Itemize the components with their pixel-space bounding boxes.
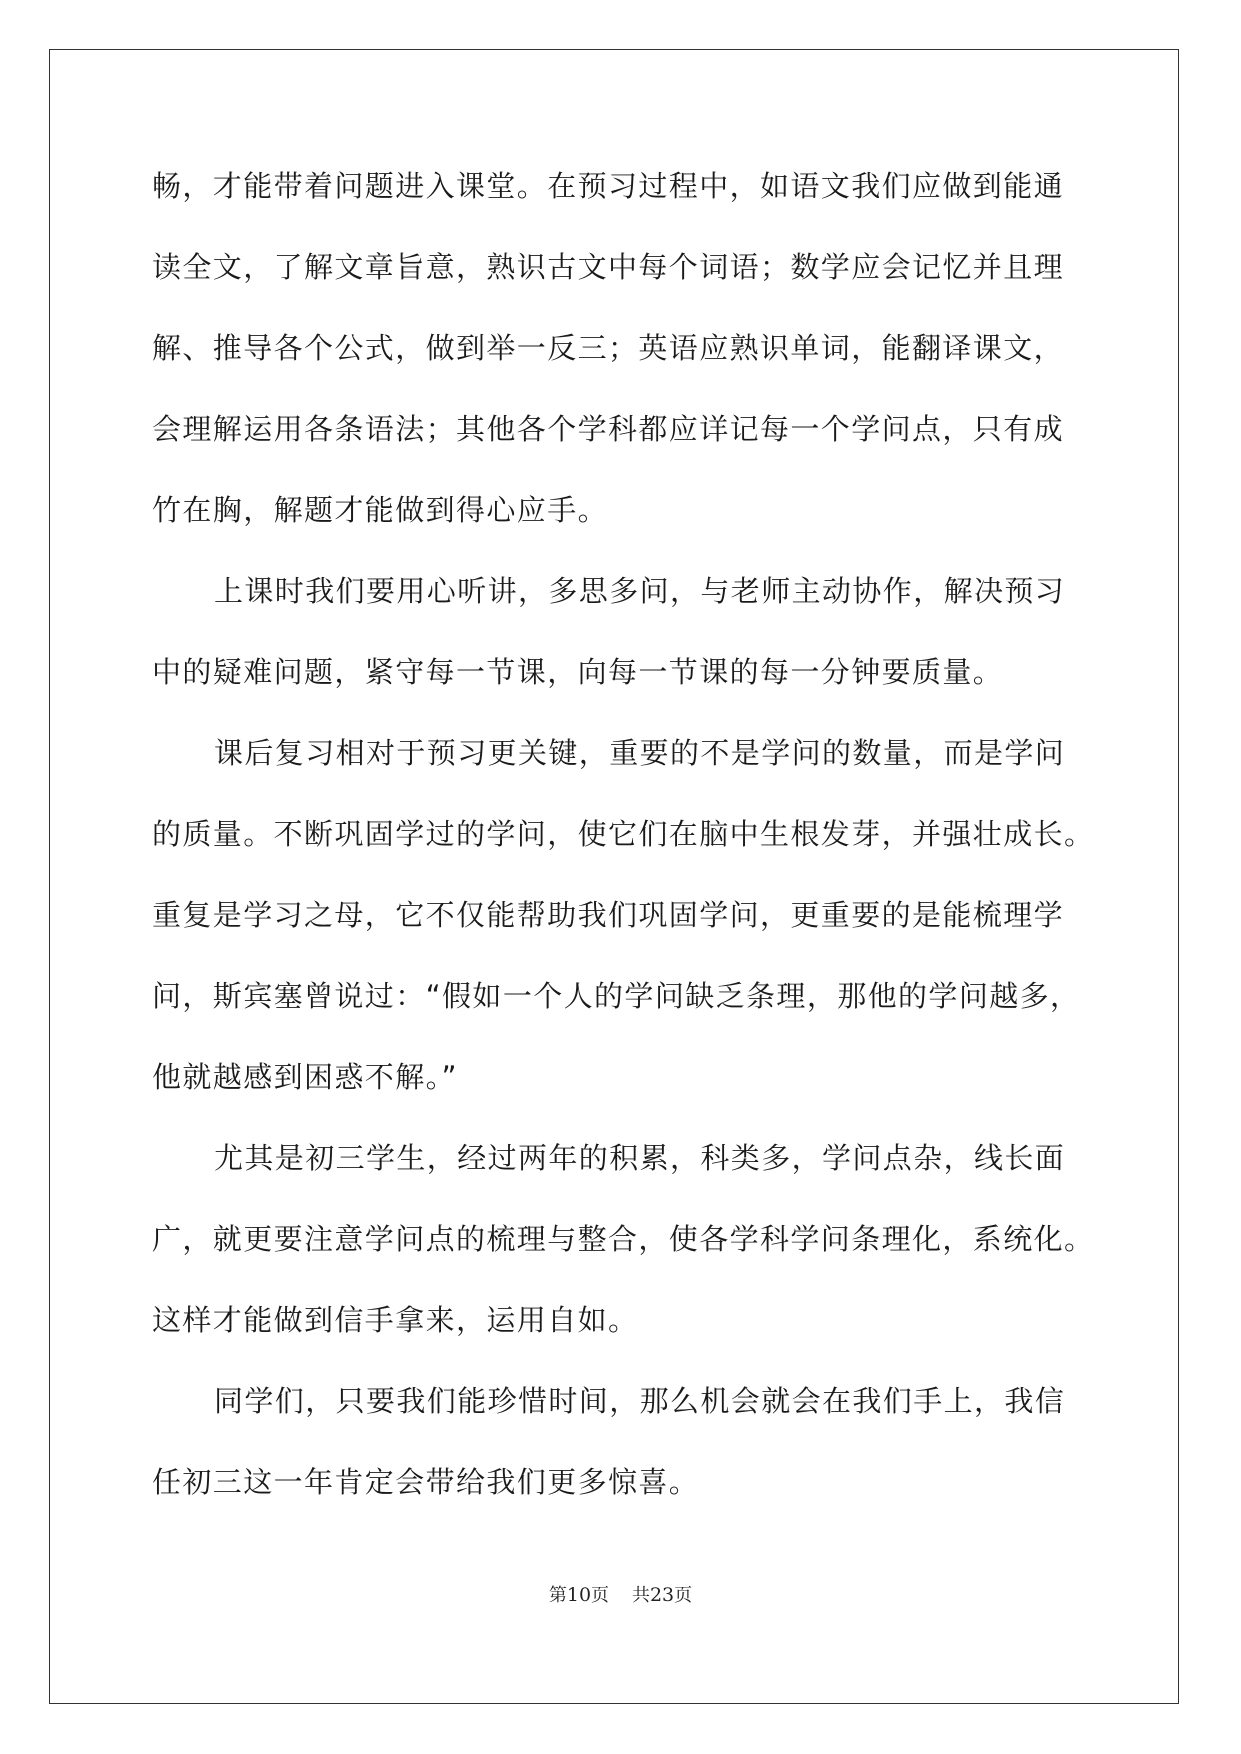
text-line: 会理解运用各条语法；其他各个学科都应详记每一个学问点，只有成 <box>152 412 1065 446</box>
page-border <box>49 49 1179 1704</box>
text-line: 他就越感到困惑不解。” <box>152 1060 458 1094</box>
page-footer <box>0 1583 1241 1608</box>
text-line: 竹在胸，解题才能做到得心应手。 <box>152 493 609 527</box>
page-suffix: 页 <box>591 1585 610 1606</box>
page-number: 10 <box>566 1584 592 1606</box>
page-prefix: 第 <box>548 1585 567 1606</box>
text-line: 重复是学习之母，它不仅能帮助我们巩固学问，更重要的是能梳理学 <box>152 898 1065 932</box>
text-line: 问，斯宾塞曾说过：“假如一个人的学问缺乏条理，那他的学问越多， <box>152 979 1081 1013</box>
text-line: 广，就更要注意学问点的梳理与整合，使各学科学问条理化，系统化。 <box>152 1222 1095 1256</box>
text-line: 解、推导各个公式，做到举一反三；英语应熟识单词，能翻译课文， <box>152 331 1065 365</box>
paragraph-first-line: 课后复习相对于预习更关键，重要的不是学问的数量，而是学问 <box>214 736 1066 770</box>
total-prefix: 共 <box>631 1585 650 1606</box>
total-suffix: 页 <box>674 1585 693 1606</box>
text-line: 的质量。不断巩固学过的学问，使它们在脑中生根发芽，并强壮成长。 <box>152 817 1095 851</box>
text-line: 任初三这一年肯定会带给我们更多惊喜。 <box>152 1465 700 1499</box>
paragraph-first-line: 尤其是初三学生，经过两年的积累，科类多，学问点杂，线长面 <box>214 1141 1066 1175</box>
text-line: 读全文，了解文章旨意，熟识古文中每个词语；数学应会记忆并且理 <box>152 250 1065 284</box>
text-line: 畅，才能带着问题进入课堂。在预习过程中，如语文我们应做到能通 <box>152 169 1065 203</box>
total-pages: 23 <box>649 1584 675 1606</box>
text-line: 中的疑难问题，紧守每一节课，向每一节课的每一分钟要质量。 <box>152 655 1004 689</box>
text-line: 这样才能做到信手拿来，运用自如。 <box>152 1303 639 1337</box>
paragraph-first-line: 上课时我们要用心听讲，多思多问，与老师主动协作，解决预习 <box>214 574 1066 608</box>
paragraph-first-line: 同学们，只要我们能珍惜时间，那么机会就会在我们手上，我信 <box>214 1384 1066 1418</box>
